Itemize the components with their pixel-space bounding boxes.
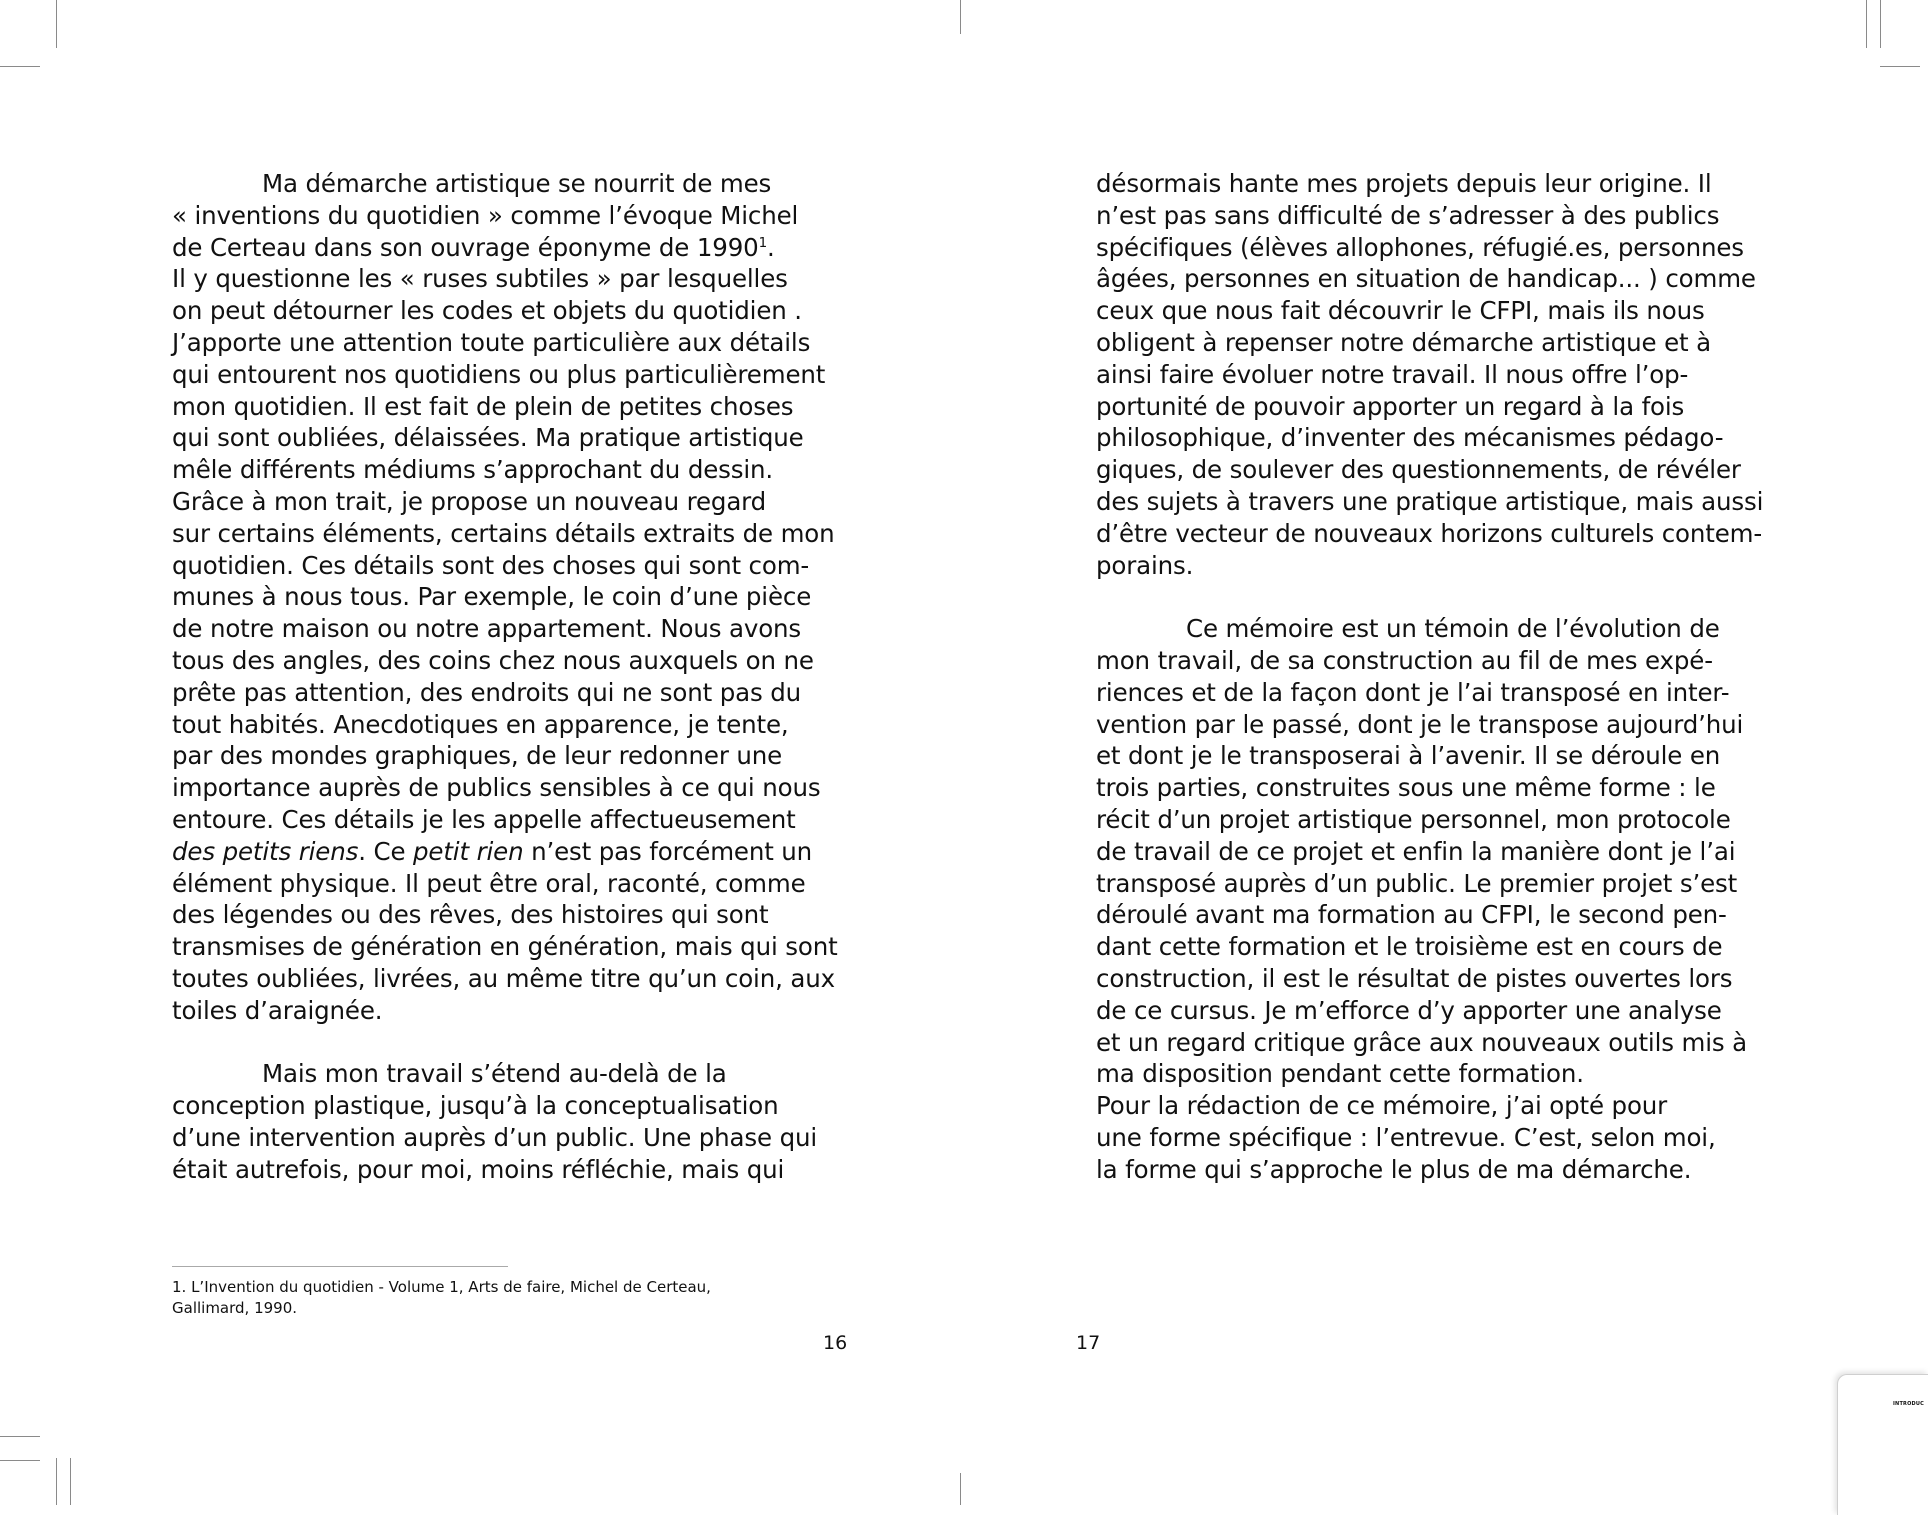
text-line: Ce mémoire est un témoin de l’évolution de — [1186, 614, 1720, 644]
text-line: élément physique. Il peut être oral, raconté, comme — [172, 868, 806, 898]
text-line: prête pas attention, des endroits qui ne sont pas du — [172, 677, 802, 707]
text-line: et un regard critique grâce aux nouveaux outils mis à — [1096, 1027, 1747, 1057]
text-line: « inventions du quotidien » comme l’évoque Michel — [172, 200, 799, 230]
italic-term: petit rien — [413, 836, 524, 866]
text-line: désormais hante mes projets depuis leur origine. Il — [1096, 169, 1712, 198]
text-line: spécifiques (élèves allophones, réfugié.es, personnes — [1096, 232, 1744, 262]
text-line: J’apporte une attention toute particulière aux détails — [172, 327, 811, 357]
text-line: qui entourent nos quotidiens ou plus particulièrement — [172, 359, 826, 389]
next-page-edge — [1837, 1374, 1928, 1515]
text-line: de notre maison ou notre appartement. Nous avons — [172, 614, 802, 644]
text-line: riences et de la façon dont je l’ai transposé en inter- — [1096, 677, 1730, 707]
crop-mark — [56, 1458, 57, 1505]
text-line: ma disposition pendant cette formation. — [1096, 1059, 1584, 1089]
crop-mark — [0, 66, 40, 67]
text-line: de ce cursus. Je m’efforce d’y apporter une analyse — [1096, 995, 1722, 1025]
text-line: vention par le passé, dont je le transpose aujourd’hui — [1096, 709, 1744, 739]
crop-mark — [0, 1436, 40, 1437]
text-line: Ma démarche artistique se nourrit de mes — [262, 169, 772, 198]
crop-mark — [1880, 66, 1920, 67]
text-line: Mais mon travail s’étend au-delà de la — [262, 1059, 727, 1089]
paragraph — [1096, 168, 1763, 581]
text-line: de travail de ce projet et enfin la manière dont je l’ai — [1096, 836, 1736, 866]
text-line: philosophique, d’inventer des mécanismes pédago- — [1096, 423, 1724, 453]
crop-mark — [1880, 0, 1881, 48]
text-line: Il y questionne les « ruses subtiles » par lesquelles — [172, 264, 788, 294]
text-line: conception plastique, jusqu’à la conceptualisation — [172, 1091, 779, 1121]
text-line: mêle différents médiums s’approchant du dessin. — [172, 455, 774, 485]
text-line: construction, il est le résultat de pistes ouvertes lors — [1096, 963, 1733, 993]
text-line: sur certains éléments, certains détails extraits de mon — [172, 518, 835, 548]
footnote-separator — [172, 1266, 508, 1267]
text-line: portunité de pouvoir apporter un regard à la fois — [1096, 391, 1685, 421]
left-page-body — [172, 168, 838, 1186]
right-page — [960, 0, 1920, 1505]
crop-mark — [1866, 0, 1867, 48]
text-line: mon quotidien. Il est fait de plein de petites choses — [172, 391, 794, 421]
text-line: quotidien. Ces détails sont des choses qui sont com- — [172, 550, 810, 580]
text-line: munes à nous tous. Par exemple, le coin d’une pièce — [172, 582, 812, 612]
text-line: Pour la rédaction de ce mémoire, j’ai opté pour — [1096, 1091, 1668, 1121]
text-line: tous des angles, des coins chez nous auxquels on ne — [172, 645, 814, 675]
left-page — [0, 0, 960, 1505]
right-page-body — [1096, 168, 1763, 1186]
text-line: toiles d’araignée. — [172, 995, 383, 1025]
text-line: récit d’un projet artistique personnel, mon protocole — [1096, 804, 1731, 834]
paragraph — [172, 1058, 838, 1185]
text-line: porains. — [1096, 550, 1194, 580]
paragraph — [172, 168, 838, 1027]
text-line: toutes oubliées, livrées, au même titre qu’un coin, aux — [172, 963, 835, 993]
text-line: entoure. Ces détails je les appelle affectueusement — [172, 804, 796, 834]
crop-mark — [960, 1473, 961, 1505]
text-line: n’est pas sans difficulté de s’adresser à des publics — [1096, 200, 1720, 230]
text-line: et dont je le transposerai à l’avenir. Il se déroule en — [1096, 741, 1721, 771]
text-line: mon travail, de sa construction au fil de mes expé- — [1096, 645, 1713, 675]
crop-mark — [0, 1460, 40, 1461]
text-line: transmises de génération en génération, mais qui sont — [172, 932, 838, 962]
text-line: transposé auprès d’un public. Le premier projet s’est — [1096, 868, 1738, 898]
crop-mark — [70, 1458, 71, 1505]
text-line: la forme qui s’approche le plus de ma démarche. — [1096, 1154, 1692, 1184]
text-line: Grâce à mon trait, je propose un nouveau regard — [172, 486, 767, 516]
text-line: déroulé avant ma formation au CFPI, le second pen- — [1096, 900, 1727, 930]
text-line: qui sont oubliées, délaissées. Ma pratique artistique — [172, 423, 804, 453]
text-line: ainsi faire évoluer notre travail. Il nous offre l’op- — [1096, 359, 1689, 389]
text-line: d’être vecteur de nouveaux horizons culturels contem- — [1096, 518, 1763, 548]
text-line: par des mondes graphiques, de leur redonner une — [172, 741, 783, 771]
crop-mark — [56, 0, 57, 48]
text-line: âgées, personnes en situation de handicap... ) comme — [1096, 264, 1756, 294]
paragraph — [1096, 613, 1763, 1185]
italic-term: des petits riens — [172, 836, 359, 866]
next-page-label: INTRODUC — [1893, 1401, 1925, 1407]
text-line: dant cette formation et le troisième est en cours de — [1096, 932, 1723, 962]
text-line: giques, de soulever des questionnements, de révéler — [1096, 455, 1741, 485]
text-line: des sujets à travers une pratique artistique, mais aussi — [1096, 486, 1764, 516]
text-line: d’une intervention auprès d’un public. Une phase qui — [172, 1122, 818, 1152]
footnote — [172, 1277, 711, 1319]
page-number: 16 — [823, 1332, 848, 1354]
text-line: des légendes ou des rêves, des histoires qui sont — [172, 900, 769, 930]
text-line: de Certeau dans son ouvrage éponyme de 1990$^1$. — [172, 232, 775, 262]
text-line: était autrefois, pour moi, moins réfléchie, mais qui — [172, 1154, 785, 1184]
text-line: obligent à repenser notre démarche artistique et à — [1096, 327, 1711, 357]
text-line: trois parties, construites sous une même forme : le — [1096, 773, 1716, 803]
text-line: on peut détourner les codes et objets du quotidien . — [172, 296, 802, 326]
text-line: tout habités. Anecdotiques en apparence, je tente, — [172, 709, 789, 739]
text-line: des petits riens. Ce petit rien n’est pas forcément un — [172, 836, 813, 866]
text-line: ceux que nous fait découvrir le CFPI, mais ils nous — [1096, 296, 1705, 326]
footnote-line: Gallimard, 1990. — [172, 1299, 298, 1317]
page-number: 17 — [1076, 1332, 1101, 1354]
text-line: une forme spécifique : l’entrevue. C’est, selon moi, — [1096, 1122, 1716, 1152]
footnote-reference: 1 — [758, 234, 768, 251]
footnote-line: 1. L’Invention du quotidien - Volume 1, Arts de faire, Michel de Certeau, — [172, 1278, 711, 1296]
crop-mark — [960, 0, 961, 34]
text-line: importance auprès de publics sensibles à ce qui nous — [172, 773, 821, 803]
